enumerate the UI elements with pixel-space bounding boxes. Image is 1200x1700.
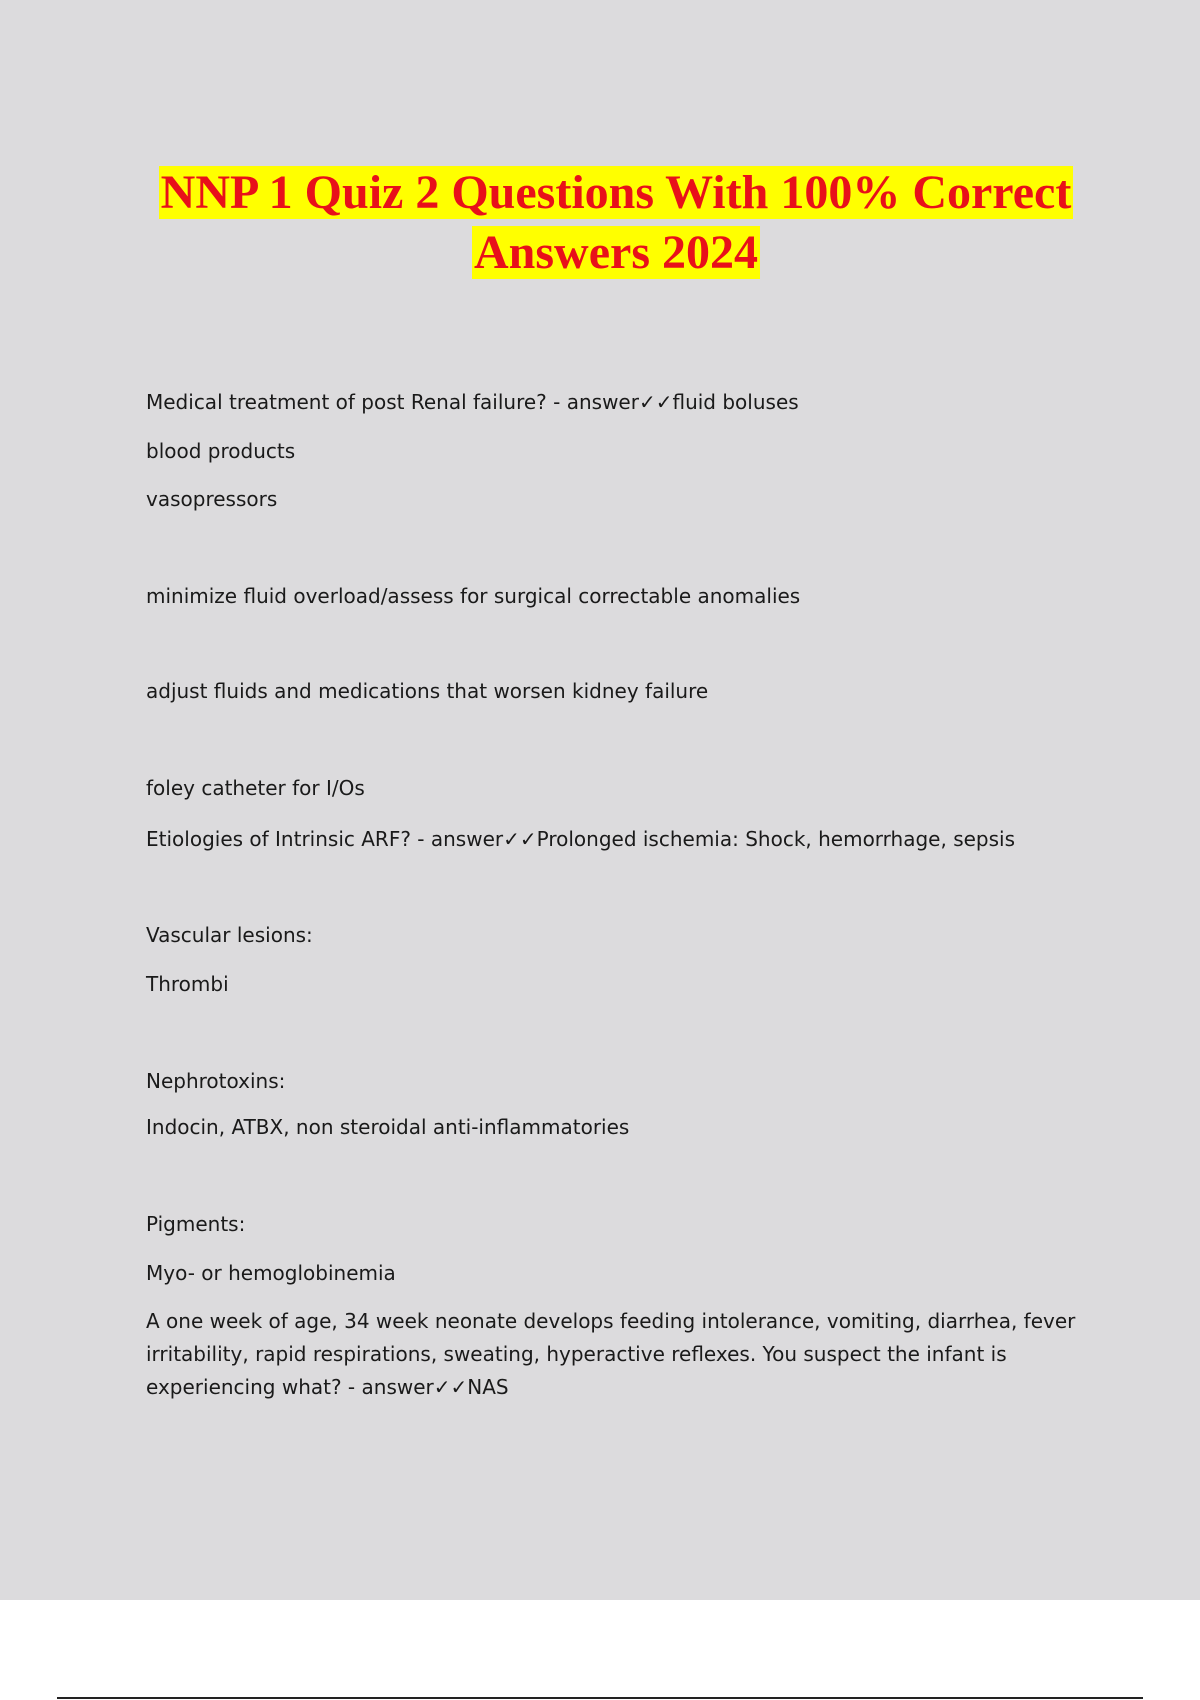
title-line-2: Answers 2024 xyxy=(474,226,758,279)
answer-line-pigments: Pigments: xyxy=(146,1212,246,1236)
answer-line-nephrotoxins: Nephrotoxins: xyxy=(146,1069,286,1093)
document-title xyxy=(60,163,1172,283)
question-neonate-nas: A one week of age, 34 week neonate develops feeding intolerance, vomiting, diarrhea, fever irritability, rapid respirations, sweating, hyperactive reflexes. You suspect the infant is experiencing what? - answer✓✓NAS xyxy=(146,1309,1076,1399)
answer-line-adjust-fluids: adjust fluids and medications that worsen kidney failure xyxy=(146,679,709,703)
answer-line-foley-catheter: foley catheter for I/Os xyxy=(146,776,365,800)
title-line-1: NNP 1 Quiz 2 Questions With 100% Correct xyxy=(160,166,1072,219)
answer-line-myoglobinemia: Myo- or hemoglobinemia xyxy=(146,1261,396,1285)
answer-line-minimize-fluid: minimize fluid overload/assess for surgical correctable anomalies xyxy=(146,584,801,608)
question-post-renal-treatment: Medical treatment of post Renal failure? - answer✓✓fluid boluses xyxy=(146,390,799,414)
answer-line-vasopressors: vasopressors xyxy=(146,487,278,511)
answer-line-vascular-lesions: Vascular lesions: xyxy=(146,923,313,947)
page-bottom-margin xyxy=(0,1600,1200,1700)
footer-divider xyxy=(57,1697,1143,1699)
answer-line-blood-products: blood products xyxy=(146,439,296,463)
answer-line-indocin: Indocin, ATBX, non steroidal anti-inflammatories xyxy=(146,1115,630,1139)
answer-line-thrombi: Thrombi xyxy=(146,972,229,996)
question-intrinsic-arf: Etiologies of Intrinsic ARF? - answer✓✓Prolonged ischemia: Shock, hemorrhage, sepsis xyxy=(146,827,1016,851)
